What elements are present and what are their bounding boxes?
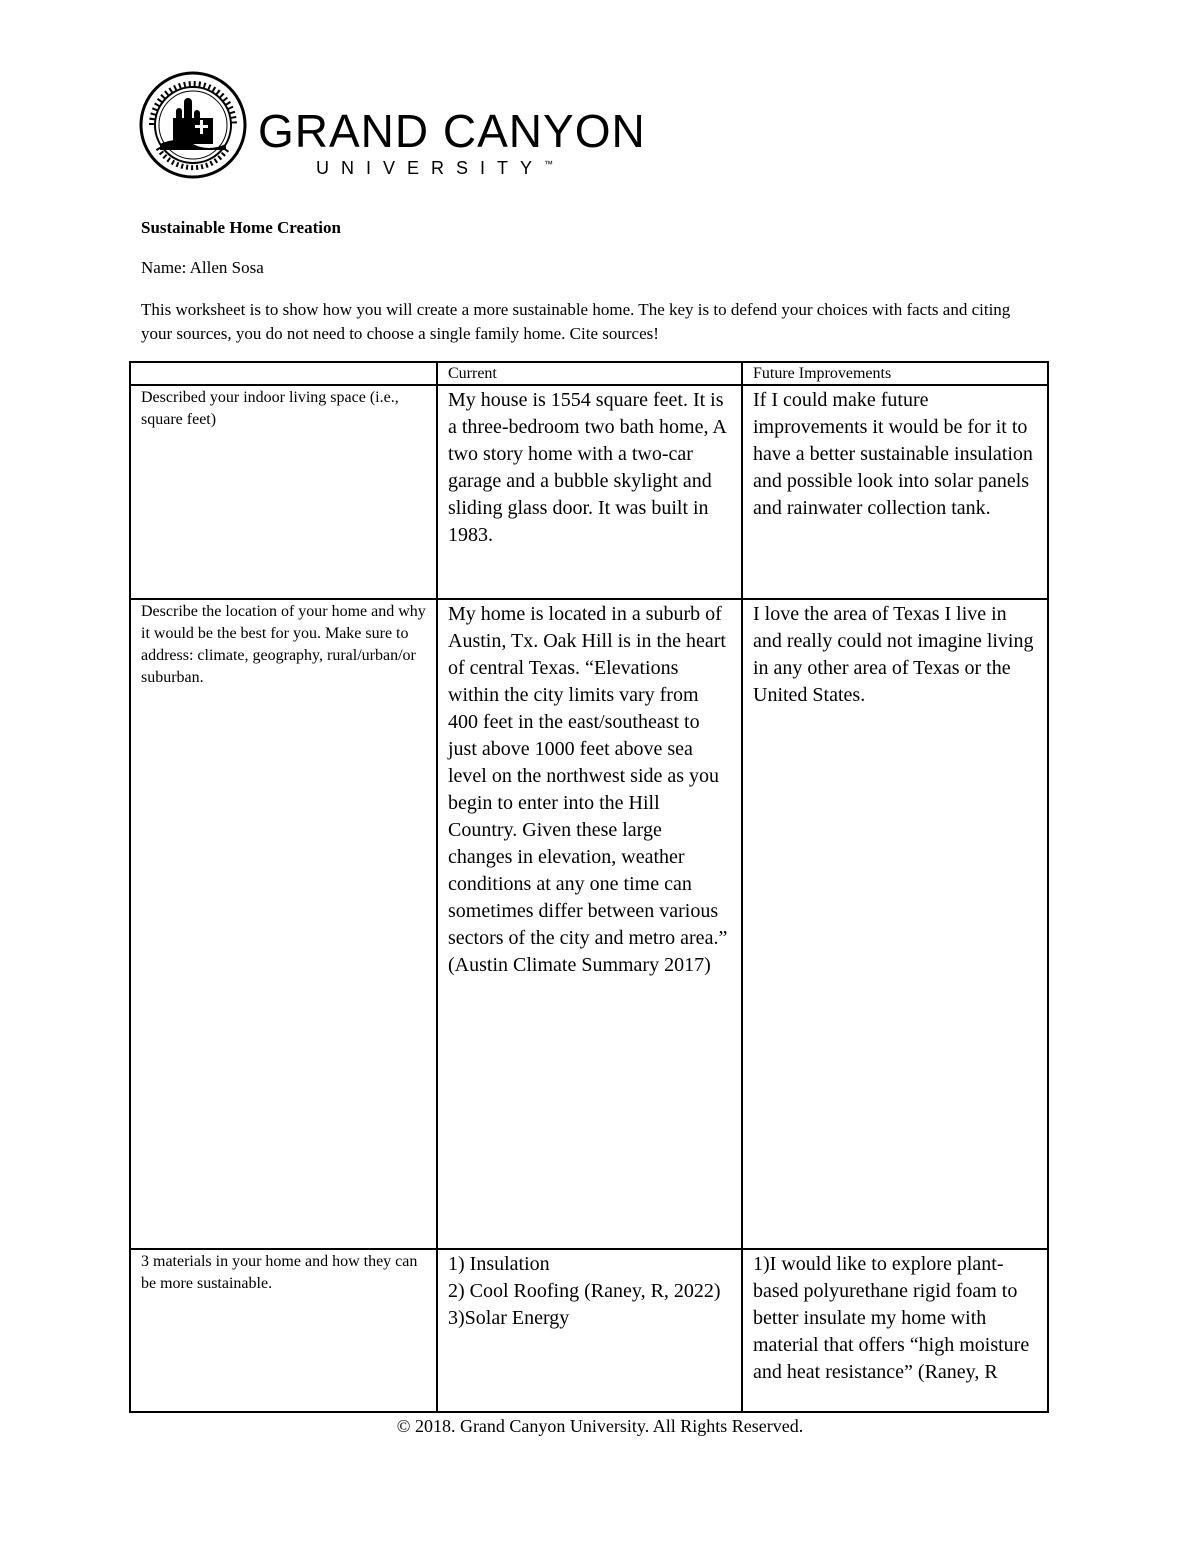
worksheet-instructions: This worksheet is to show how you will create a more sustainable home. The key is to defend your choices with facts and citing your sources, you do not need to choose a single family home. Cite sources! bbox=[141, 300, 1011, 343]
header-cell-blank bbox=[130, 362, 437, 385]
prompt-cell: Describe the location of your home and why it would be the best for you. Make sure to address: climate, geography, rural/urban/or suburban. bbox=[130, 599, 437, 1249]
worksheet-table bbox=[129, 361, 1049, 1413]
wordmark-secondary: UNIVERSITY™ bbox=[316, 158, 554, 178]
table-row bbox=[130, 599, 1048, 1249]
material-item: 1) Insulation bbox=[448, 1253, 550, 1275]
material-item: 2) Cool Roofing (Raney, R, 2022) bbox=[448, 1280, 721, 1302]
material-item: 3)Solar Energy bbox=[448, 1307, 570, 1329]
future-cell-text: 1)I would like to explore plant-based polyurethane rigid foam to better insulate my home with material that offers “high moisture and heat resistance” (Raney, R bbox=[753, 1253, 1030, 1383]
prompt-cell: 3 materials in your home and how they can be more sustainable. bbox=[130, 1249, 437, 1412]
header-cell-future: Future Improvements bbox=[742, 362, 1048, 385]
university-logo bbox=[138, 70, 646, 180]
wordmark-primary: GRAND CANYON bbox=[258, 105, 646, 157]
university-seal-icon bbox=[138, 70, 248, 180]
header-cell-current: Current bbox=[437, 362, 742, 385]
document-title: Sustainable Home Creation bbox=[141, 218, 341, 237]
student-name: Name: Allen Sosa bbox=[141, 258, 264, 277]
table-row bbox=[130, 1249, 1048, 1412]
future-cell bbox=[742, 1249, 1048, 1412]
current-cell: My house is 1554 square feet. It is a three-bedroom two bath home, A two story home with a two-car garage and a bubble skylight and sliding glass door. It was built in 1983. bbox=[437, 385, 742, 599]
copyright-footer: © 2018. Grand Canyon University. All Rights Reserved. bbox=[396, 1416, 804, 1436]
table-row bbox=[130, 385, 1048, 599]
future-cell: If I could make future improvements it would be for it to have a better sustainable insulation and possible look into solar panels and rainwater collection tank. bbox=[742, 385, 1048, 599]
prompt-cell: Described your indoor living space (i.e., square feet) bbox=[130, 385, 437, 599]
table-header-row bbox=[130, 362, 1048, 385]
future-cell: I love the area of Texas I live in and really could not imagine living in any other area of Texas or the United States. bbox=[742, 599, 1048, 1249]
current-cell: My home is located in a suburb of Austin, Tx. Oak Hill is in the heart of central Texas. “Elevations within the city limits vary from 400 feet in the east/southeast to just above 1000 feet above sea level on the northwest side as you begin to enter into the Hill Country. Given these large changes in elevation, weather conditions at any one time can sometimes differ between various sectors of the city and metro area.” (Austin Climate Summary 2017) bbox=[437, 599, 742, 1249]
current-cell bbox=[437, 1249, 742, 1412]
